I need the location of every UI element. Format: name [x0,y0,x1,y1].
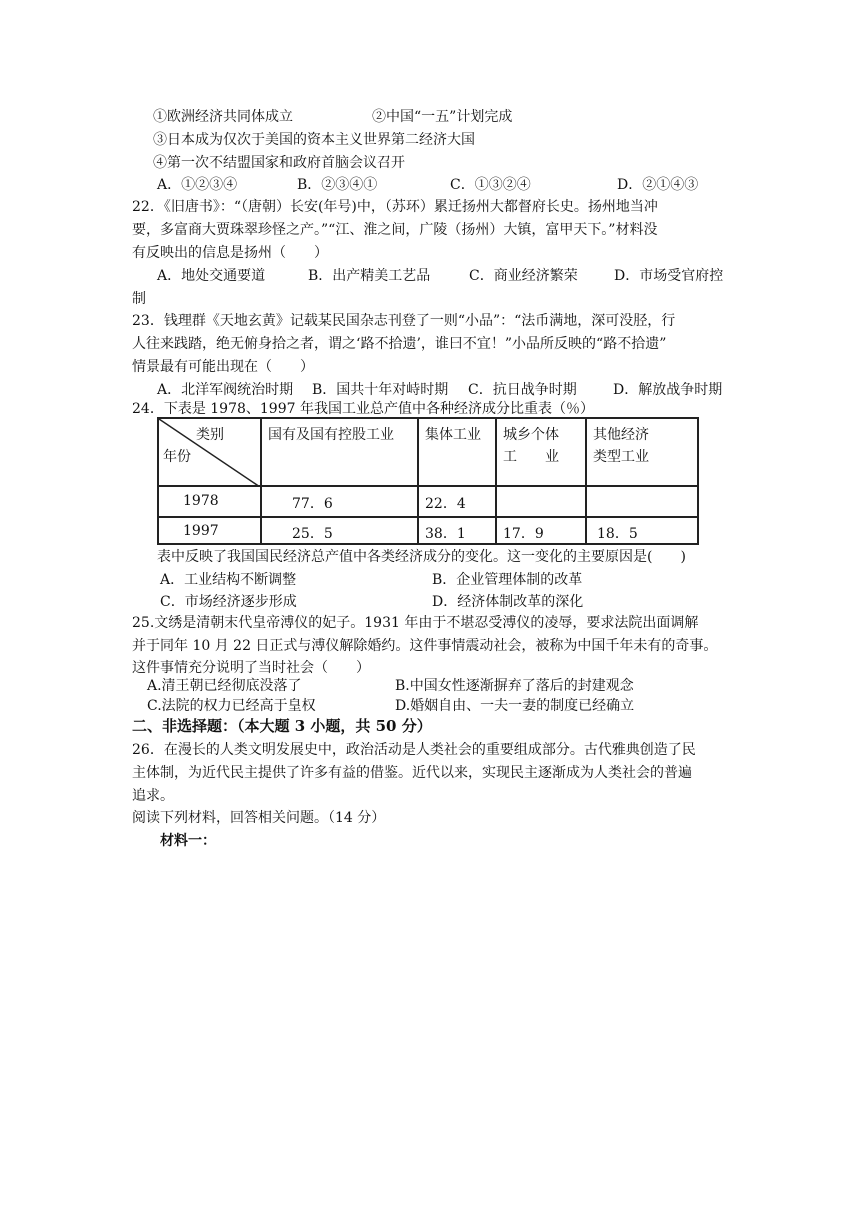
q22-choice-d[interactable]: D．市场受官府控 [614,268,724,284]
cell-value: 17．9 [496,517,586,544]
q23-stem-line2: 人往来践踏，绝无俯身拾之者，谓之‘路不拾遗’，谁曰不宜！”小品所反映的“路不拾遗” [132,336,667,352]
corner-label-category: 类别 [196,427,224,443]
header-collective [418,418,496,486]
q21-choice-a[interactable]: A．①②③④ [157,177,238,193]
q25-choice-b[interactable]: B.中国女性逐渐摒弃了落后的封建观念 [395,678,634,694]
q22-choice-b[interactable]: B．出产精美工艺品 [308,268,431,284]
q21-option-2: ②中国“一五”计划完成 [372,109,513,125]
q22-choice-a[interactable]: A．地处交通要道 [157,268,266,284]
header-individual-label-2: 工 业 [503,449,559,465]
q26-line1: 26．在漫长的人类文明发展史中，政治活动是人类社会的重要组成部分。古代雅典创造了民 [132,742,696,758]
q26-line2: 主体制，为近代民主提供了许多有益的借鉴。近代以来，实现民主逐渐成为人类社会的普遍 [132,765,692,781]
q21-choice-b[interactable]: B．②③④① [297,177,378,193]
table-row [158,517,698,544]
cell-value: 22．4 [418,486,496,517]
q24-stem: 24．下表是 1978、1997 年我国工业总产值中各种经济成分比重表（％） [132,401,594,417]
q26-line3: 追求。 [132,788,174,804]
q21-option-4: ④第一次不结盟国家和政府首脑会议召开 [153,155,405,171]
corner-label-year: 年份 [163,449,191,465]
cell-value [496,486,586,517]
q24-after-table: 表中反映了我国国民经济总产值中各类经济成分的变化。这一变化的主要原因是( ) [157,549,686,565]
q21-option-3: ③日本成为仅次于美国的资本主义世界第二经济大国 [153,132,475,148]
header-individual-label-1: 城乡个体 [503,427,559,443]
q22-choice-d-wrap: 制 [132,291,146,307]
header-collective-label: 集体工业 [425,427,481,443]
header-state-owned [261,418,418,486]
header-state-owned-label: 国有及国有控股工业 [268,427,394,443]
q22-stem-line3: 有反映出的信息是扬州（ ） [132,245,328,261]
q25-stem-line3: 这件事情充分说明了当时社会（ ） [132,660,370,676]
q26-instruction: 阅读下列材料，回答相关问题。（14 分） [132,810,386,826]
cell-value: 77．6 [261,486,418,517]
q21-choice-c[interactable]: C．①③②④ [450,177,531,193]
q24-choice-d[interactable]: D．经济体制改革的深化 [432,594,584,610]
header-other-label-1: 其他经济 [593,427,649,443]
q23-choice-a[interactable]: A．北洋军阀统治时期 [157,382,294,398]
q24-choice-c[interactable]: C．市场经济逐步形成 [160,594,297,610]
q22-choice-c[interactable]: C．商业经济繁荣 [469,268,578,284]
header-other [586,418,698,486]
table-corner-cell [158,418,261,486]
q21-choice-d[interactable]: D．②①④③ [617,177,699,193]
q23-choice-d[interactable]: D．解放战争时期 [613,382,723,398]
cell-year: 1997 [158,517,261,544]
q22-stem-line1: 22．《旧唐书》：“（唐朝）长安(年号)中，（苏环）累迁扬州大都督府长史。扬州地当冲 [132,199,658,215]
q25-choice-c[interactable]: C.法院的权力已经高于皇权 [147,698,316,714]
q25-choice-a[interactable]: A.清王朝已经彻底没落了 [147,678,302,694]
q25-choice-d[interactable]: D.婚姻自由、一夫一妻的制度已经确立 [395,698,635,714]
q23-choice-c[interactable]: C．抗日战争时期 [468,382,577,398]
q25-stem-line1: 25.文绣是清朝末代皇帝溥仪的妃子。1931 年由于不堪忍受溥仪的凌辱，要求法院出面调解 [132,615,699,631]
cell-value [586,486,698,517]
economic-components-table [157,417,699,545]
q25-stem-line2: 并于同年 10 月 22 日正式与溥仪解除婚约。这件事情震动社会，被称为中国千年未有的奇事。 [132,638,718,654]
table-row [158,486,698,517]
q23-stem-line3: 情景最有可能出现在（ ） [132,359,314,375]
q22-stem-line2: 要，多富商大贾珠翠珍怪之产。”“江、淮之间，广陵（扬州）大镇，富甲天下。”材料没 [132,222,658,238]
q21-option-1: ①欧洲经济共同体成立 [153,109,293,125]
q24-choice-b[interactable]: B．企业管理体制的改革 [432,572,583,588]
header-individual [496,418,586,486]
section-heading-non-choice: 二、非选择题：（本大题 3 小题，共 50 分） [132,717,432,735]
q23-choice-b[interactable]: B．国共十年对峙时期 [312,382,449,398]
cell-year: 1978 [158,486,261,517]
cell-value: 18．5 [586,517,698,544]
cell-value: 38．1 [418,517,496,544]
cell-value: 25．5 [261,517,418,544]
q23-stem-line1: 23．钱理群《天地玄黄》记载某民国杂志刊登了一则“小品”：“法币满地，深可没胫，行 [132,313,676,329]
header-other-label-2: 类型工业 [593,449,649,465]
material-one-label: 材料一： [160,833,216,849]
q24-choice-a[interactable]: A．工业结构不断调整 [160,572,297,588]
